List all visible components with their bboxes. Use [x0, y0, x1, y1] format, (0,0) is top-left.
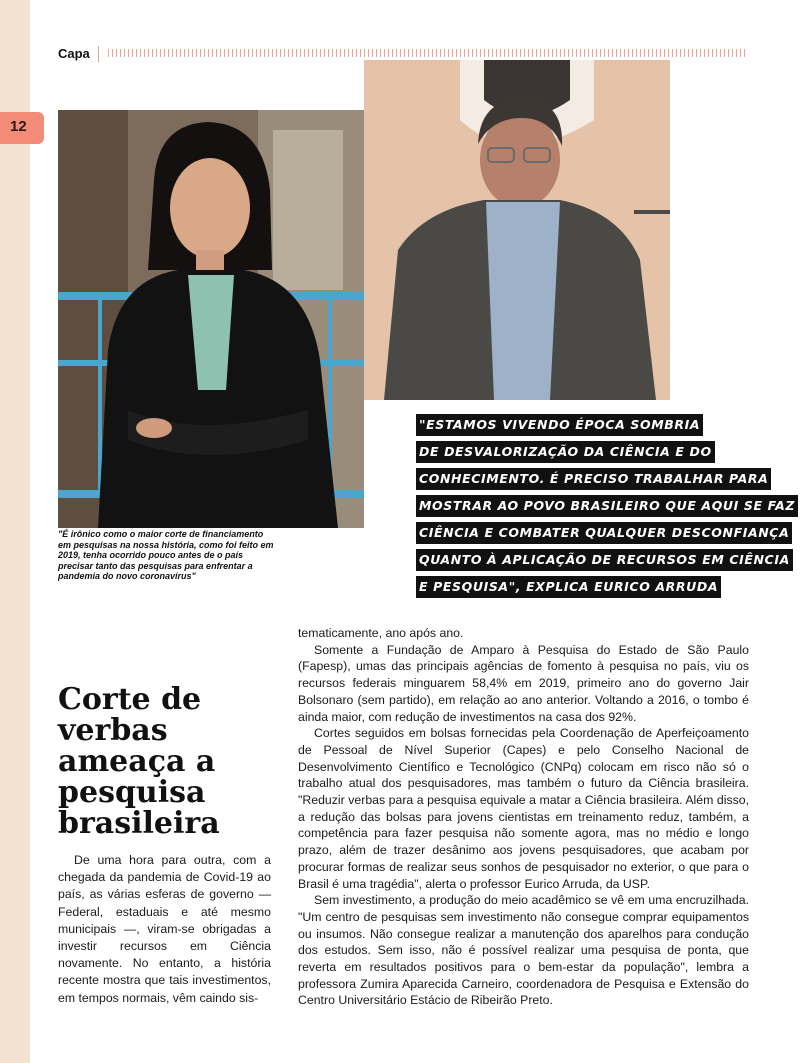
pull-quote-line: E PESQUISA", EXPLICA EURICO ARRUDA [416, 576, 721, 598]
article-paragraph: Sem investimento, a produção do meio acadêmico se vê em uma encruzilhada. "Um centro de pesquisas sem investimento não consegue comprar equipamentos ou insumos. Não consegue realizar a manutenção dos aparelhos para condução dos estudos. Sem isso, não é possível realizar uma pesquisa de ponta, que reverta em resultados positivos para o bem-estar da população", lembra a professora Zumira Aparecida Carneiro, coordenadora de Pesquisa e Extensão do Centro Universitário Estácio de Ribeirão Preto. [298, 893, 749, 1008]
article-paragraph: Somente a Fundação de Amparo à Pesquisa do Estado de São Paulo (Fapesp), umas das principais agências de fomento à pesquisa no país, viu os recursos federais minguarem 58,4% em 2019, primeiro ano do governo Jair Bolsonaro (sem partido), em relação ao ano anterior. Voltando a 2016, o tombo é ainda maior, com redução de investimentos na casa dos 92%. [298, 642, 749, 724]
pull-quote-line: "ESTAMOS VIVENDO ÉPOCA SOMBRIA [416, 414, 703, 436]
pull-quote-line: CIÊNCIA E COMBATER QUALQUER DESCONFIANÇA [416, 522, 792, 544]
photo-man-illustration [364, 60, 670, 400]
article-paragraph: Cortes seguidos em bolsas fornecidas pela Coordenação de Aperfeiçoamento de Pessoal de Nível Superior (Capes) e pelo Conselho Nacional de Desenvolvimento Científico e Tecnológico (CNPq) colocam em risco não só o trabalho atual dos pesquisadores, mas também o futuro da Ciência brasileira. "Reduzir verbas para a pesquisa equivale a matar a Ciência brasileira. Além disso, a redução das bolsas para jovens cientistas em treinamento reduz, também, a competência para fazer pesquisa não somente agora, mas no médio e longo prazo, além de trazer desânimo aos jovens pesquisadores, que acabam por procurar formas de realizar seus sonhos de pesquisador no exterior, o que para o Brasil é uma tragédia", alerta o professor Eurico Arruda, da USP. [298, 726, 749, 891]
photo-woman-illustration [58, 110, 364, 528]
pull-quote-line: DE DESVALORIZAÇÃO DA CIÊNCIA E DO [416, 441, 715, 463]
article-title: Corte de verbas ameaça a pesquisa brasileira [58, 682, 220, 841]
page-number: 12 [10, 118, 27, 135]
page-margin-strip [0, 0, 30, 1063]
section-divider [98, 46, 99, 62]
pull-quote-line: MOSTRAR AO POVO BRASILEIRO QUE AQUI SE FAZ [416, 495, 798, 517]
page-number-tab [0, 112, 44, 144]
section-label: Capa [58, 46, 90, 61]
photo-woman [58, 110, 364, 528]
article-paragraph: tematicamente, ano após ano. [298, 626, 464, 640]
photo-caption: "É irônico como o maior corte de financiamento em pesquisas na nossa história, como foi feito em 2019, tenha ocorrido pouco antes de o país precisar tanto das pesquisas para enfrentar a pandemia do novo coronavírus" [58, 529, 274, 582]
pull-quote-line: CONHECIMENTO. É PRECISO TRABALHAR PARA [416, 468, 771, 490]
article-column-2 [298, 625, 749, 1009]
header-hatch-rule [108, 49, 748, 57]
pull-quote [416, 414, 796, 603]
photo-man [364, 60, 670, 400]
article-paragraph: De uma hora para outra, com a chegada da pandemia de Covid-19 ao país, as várias esferas de governo — Federal, estaduais e até mesmo municipais —, viram-se obrigadas a investir recursos em Ciência novamente. No entanto, a história recente mostra que tais investimentos, em tempos normais, vêm caindo sis- [58, 853, 271, 1005]
article-column-1 [58, 852, 271, 1007]
pull-quote-line: QUANTO À APLICAÇÃO DE RECURSOS EM CIÊNCIA [416, 549, 793, 571]
